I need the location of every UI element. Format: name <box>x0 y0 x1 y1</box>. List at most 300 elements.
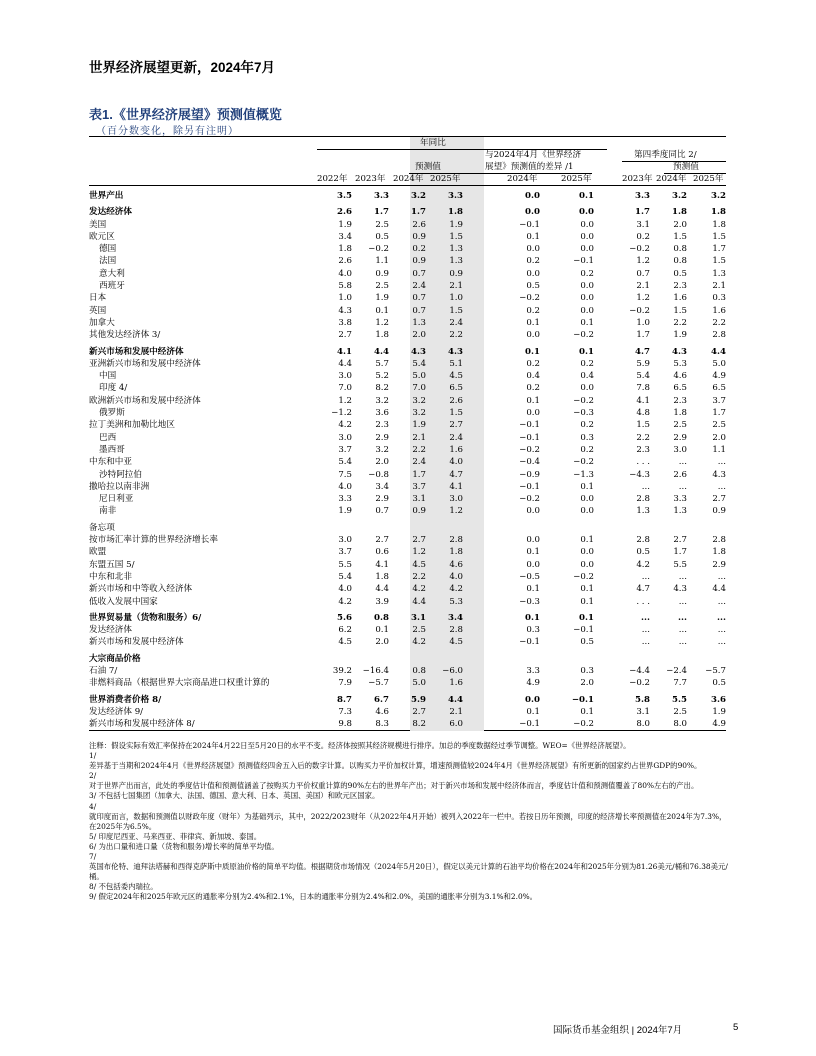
table-row <box>89 305 726 317</box>
row-value: ... <box>678 637 687 648</box>
row-value: 1.2 <box>449 506 463 517</box>
row-value: 4.2 <box>338 596 352 607</box>
row-value: 4.4 <box>374 346 389 357</box>
row-value: −0.1 <box>571 694 594 705</box>
row-value: 0.3 <box>580 432 594 443</box>
row-label: 拉丁美洲和加勒比地区 <box>89 420 175 431</box>
row-label: 欧元区 <box>89 231 115 242</box>
row-value: ... <box>717 637 726 648</box>
row-value: −0.1 <box>519 219 540 230</box>
row-value: 3.2 <box>375 444 389 455</box>
row-label: 大宗商品价格 <box>89 653 141 664</box>
row-value: 5.0 <box>412 371 426 382</box>
row-value: −0.2 <box>629 305 650 316</box>
row-label: 其他发达经济体 3/ <box>89 330 161 341</box>
row-value: 3.7 <box>412 481 426 492</box>
table-row <box>89 571 726 583</box>
table-row <box>89 505 726 517</box>
row-value: 2.9 <box>712 559 726 570</box>
row-value: 0.2 <box>412 244 426 255</box>
table-row <box>89 292 726 304</box>
row-value: 0.1 <box>580 584 594 595</box>
row-value: 0.0 <box>580 559 594 570</box>
row-value: 0.1 <box>375 305 389 316</box>
row-value: 6.7 <box>374 694 389 705</box>
row-value: 1.0 <box>449 293 463 304</box>
row-value: ... <box>641 637 650 648</box>
row-label: 发达经济体 <box>89 625 132 636</box>
row-value: 4.6 <box>673 371 687 382</box>
row-value: 0.7 <box>412 268 426 279</box>
forecast-table <box>89 136 726 731</box>
row-value: 0.5 <box>636 547 650 558</box>
row-value: 0.3 <box>712 293 726 304</box>
row-value: 2.7 <box>412 535 426 546</box>
row-value: 0.0 <box>526 244 540 255</box>
row-value: 5.8 <box>338 281 352 292</box>
row-value: 2.5 <box>375 281 389 292</box>
row-value: ... <box>717 481 726 492</box>
row-value: −0.1 <box>573 625 594 636</box>
row-label: 新兴市场和发展中经济体 8/ <box>89 719 195 730</box>
row-value: 2.2 <box>673 317 687 328</box>
row-value: 2.3 <box>673 281 687 292</box>
table-row <box>89 718 726 730</box>
row-value: 1.7 <box>636 330 650 341</box>
row-value: −0.2 <box>519 293 540 304</box>
row-value: ... <box>678 481 687 492</box>
row-label: 亚洲新兴市场和发展中经济体 <box>89 358 201 369</box>
row-value: 1.9 <box>375 293 389 304</box>
row-value: 4.6 <box>375 706 389 717</box>
table-row <box>89 206 726 218</box>
row-value: 3.1 <box>636 706 650 717</box>
row-label: 南非 <box>99 506 117 517</box>
row-value: 0.7 <box>412 293 426 304</box>
row-value: 5.4 <box>338 457 352 468</box>
row-value: 1.7 <box>411 207 426 218</box>
table-row <box>89 694 726 706</box>
row-value: ... <box>641 481 650 492</box>
table-row <box>89 469 726 481</box>
row-value: 3.2 <box>672 191 687 201</box>
row-value: 7.8 <box>636 383 650 394</box>
row-value: 5.1 <box>449 358 463 369</box>
row-value: −0.8 <box>368 469 389 480</box>
row-value: 2.0 <box>375 637 389 648</box>
row-value: −0.2 <box>573 395 594 406</box>
q4-year-2023: 2023年 <box>622 174 653 184</box>
row-value: 2.7 <box>712 494 726 505</box>
row-value: 0.2 <box>526 305 540 316</box>
table-row <box>89 280 726 292</box>
row-value: 3.2 <box>412 395 426 406</box>
row-label: 世界贸易量（货物和服务）6/ <box>89 612 202 623</box>
header-diff-line2: 展望》预测值的差异 /1 <box>485 162 574 172</box>
row-value: 4.2 <box>412 637 426 648</box>
row-value: 0.1 <box>526 317 540 328</box>
row-value: 3.4 <box>375 481 389 492</box>
row-value: 1.5 <box>449 305 463 316</box>
row-value: 4.3 <box>411 346 426 357</box>
row-value: 3.0 <box>338 432 352 443</box>
table-row <box>89 456 726 468</box>
row-value: 0.5 <box>526 281 540 292</box>
row-value: 0.0 <box>526 535 540 546</box>
row-value: 0.1 <box>526 706 540 717</box>
row-value: −4.3 <box>629 469 650 480</box>
row-value: 4.4 <box>412 596 426 607</box>
row-value: −0.2 <box>519 444 540 455</box>
row-value: 1.2 <box>375 317 389 328</box>
row-value: 5.4 <box>338 571 352 582</box>
row-value: 2.6 <box>449 395 463 406</box>
row-value: −0.9 <box>519 469 540 480</box>
row-value: 4.4 <box>448 694 463 705</box>
row-value: 2.0 <box>412 330 426 341</box>
row-value: 7.7 <box>673 678 687 689</box>
row-value: 1.3 <box>412 317 426 328</box>
row-value: 1.7 <box>673 547 687 558</box>
row-label: 法国 <box>99 256 117 267</box>
row-value: 1.8 <box>673 408 687 419</box>
row-value: 8.2 <box>375 383 389 394</box>
row-value: 1.7 <box>412 469 426 480</box>
row-value: 0.0 <box>580 547 594 558</box>
row-value: 3.5 <box>337 191 352 201</box>
row-value: 1.8 <box>672 207 687 218</box>
note-line: 6/ 为出口量和进口量（货物和服务)增长率的简单平均值。 <box>89 841 279 851</box>
row-value: 7.0 <box>338 383 352 394</box>
row-value: 7.0 <box>412 383 426 394</box>
row-value: ... <box>717 612 726 623</box>
row-value: 0.8 <box>673 256 687 267</box>
table-row <box>89 522 726 534</box>
row-value: ... <box>717 457 726 468</box>
row-value: 3.6 <box>711 694 726 705</box>
table-row <box>89 370 726 382</box>
row-value: 2.7 <box>449 420 463 431</box>
row-label: 新兴市场和发展中经济体 <box>89 346 184 357</box>
row-value: 0.0 <box>579 207 594 218</box>
row-value: −1.2 <box>331 408 352 419</box>
row-value: −2.4 <box>666 665 687 676</box>
table-row <box>89 636 726 648</box>
row-value: 1.8 <box>375 330 389 341</box>
row-value: 4.5 <box>338 637 352 648</box>
note-line: 7/ <box>89 852 97 862</box>
row-value: 3.3 <box>448 191 463 201</box>
row-value: 1.3 <box>449 256 463 267</box>
row-value: 2.1 <box>712 281 726 292</box>
row-value: 3.4 <box>338 231 352 242</box>
row-value: 2.3 <box>375 420 389 431</box>
header-forecast: 预测值 <box>415 162 441 172</box>
row-value: 8.2 <box>412 719 426 730</box>
row-value: 0.1 <box>579 346 594 357</box>
row-value: 2.0 <box>580 678 594 689</box>
table-row <box>89 407 726 419</box>
row-value: 0.1 <box>580 596 594 607</box>
row-value: 4.3 <box>672 346 687 357</box>
row-value: 5.5 <box>338 559 352 570</box>
row-value: 2.4 <box>412 457 426 468</box>
row-value: 1.8 <box>448 207 463 218</box>
row-value: 1.8 <box>375 571 389 582</box>
table-row <box>89 395 726 407</box>
row-value: 5.3 <box>673 358 687 369</box>
row-value: 5.3 <box>449 596 463 607</box>
row-value: −0.2 <box>629 678 650 689</box>
row-label: 英国 <box>89 305 107 316</box>
row-value: ... <box>717 571 726 582</box>
row-value: 0.0 <box>526 268 540 279</box>
row-value: 1.9 <box>712 706 726 717</box>
row-value: 5.0 <box>412 678 426 689</box>
row-value: 2.5 <box>673 706 687 717</box>
row-value: 0.2 <box>526 383 540 394</box>
row-value: 1.2 <box>338 395 352 406</box>
row-value: 3.3 <box>374 191 389 201</box>
header-q4: 第四季度同比 2/ <box>634 150 697 160</box>
row-label: 新兴市场和中等收入经济体 <box>89 584 193 595</box>
row-label: 俄罗斯 <box>99 408 125 419</box>
row-value: 4.9 <box>712 371 726 382</box>
row-value: 1.9 <box>449 219 463 230</box>
row-value: 2.8 <box>712 330 726 341</box>
row-value: 4.5 <box>449 371 463 382</box>
row-value: 4.0 <box>449 571 463 582</box>
row-label: 东盟五国 5/ <box>89 559 135 570</box>
row-value: 3.8 <box>338 317 352 328</box>
row-value: 4.1 <box>375 559 389 570</box>
row-value: 1.9 <box>338 506 352 517</box>
note-line: 英国布伦特、迪拜法塔赫和西得克萨斯中质原油价格的简单平均值。根据期货市场情况（2024年5月20日），假定以美元计算的石油平均价格在2024年和2025年分别为81.26美元/桶和76.38美元/桶。 <box>89 862 728 882</box>
row-value: 2.1 <box>636 281 650 292</box>
row-value: 0.0 <box>580 293 594 304</box>
row-value: 3.0 <box>673 444 687 455</box>
row-value: ... <box>717 596 726 607</box>
row-value: 4.3 <box>712 469 726 480</box>
row-value: 4.2 <box>636 559 650 570</box>
row-value: 0.1 <box>526 231 540 242</box>
row-value: 8.0 <box>636 719 650 730</box>
row-label: 印度 4/ <box>99 383 128 394</box>
row-label: 发达经济体 9/ <box>89 706 144 717</box>
row-value: 2.6 <box>337 207 352 218</box>
table-row <box>89 317 726 329</box>
table-row <box>89 268 726 280</box>
row-value: ... <box>641 625 650 636</box>
row-value: 4.1 <box>449 481 463 492</box>
row-value: 5.4 <box>636 371 650 382</box>
row-value: 2.2 <box>412 444 426 455</box>
row-label: 非燃料商品（根据世界大宗商品进口权重计算的 <box>89 678 270 689</box>
row-value: 4.9 <box>526 678 540 689</box>
table-row <box>89 419 726 431</box>
row-value: 1.5 <box>712 231 726 242</box>
table-row <box>89 583 726 595</box>
row-value: 2.6 <box>412 219 426 230</box>
row-value: 2.9 <box>375 432 389 443</box>
table-row <box>89 706 726 718</box>
row-value: −0.3 <box>519 596 540 607</box>
row-value: −0.2 <box>573 719 594 730</box>
row-value: −5.7 <box>705 665 726 676</box>
table-bottom-rule <box>89 730 726 731</box>
header-diff-line1: 与2024年4月《世界经济 <box>485 150 582 160</box>
row-label: 西班牙 <box>99 281 125 292</box>
note-line: 就印度而言，数据和预测值以财政年度（财年）为基础列示，其中，2022/2023财年（从2022年4月开始）被列入2022年一栏中。若按日历年预测，印度的经济增长率预测值在2024年为7.3%，在2025年为6.5%。 <box>89 811 727 831</box>
row-value: 1.3 <box>449 244 463 255</box>
row-value: 5.9 <box>636 358 650 369</box>
row-value: ... <box>678 625 687 636</box>
table-row <box>89 243 726 255</box>
row-value: −0.2 <box>573 330 594 341</box>
table-row <box>89 432 726 444</box>
row-value: 5.2 <box>375 371 389 382</box>
row-value: 6.0 <box>449 719 463 730</box>
table-row <box>89 653 726 665</box>
row-value: 0.2 <box>636 231 650 242</box>
row-value: 3.7 <box>338 547 352 558</box>
row-value: 1.9 <box>338 219 352 230</box>
row-value: −0.2 <box>629 244 650 255</box>
row-value: 0.3 <box>580 665 594 676</box>
table-row <box>89 358 726 370</box>
row-value: 4.4 <box>375 584 389 595</box>
row-value: 2.7 <box>375 535 389 546</box>
note-line: 2/ <box>89 771 97 781</box>
page-header: 世界经济展望更新，2024年7月 <box>89 60 276 75</box>
row-value: 1.7 <box>635 207 650 218</box>
row-value: 0.2 <box>580 268 594 279</box>
row-value: 0.1 <box>580 535 594 546</box>
row-value: 0.7 <box>412 305 426 316</box>
row-value: 1.0 <box>636 317 650 328</box>
row-value: 2.2 <box>449 330 463 341</box>
row-value: −0.2 <box>519 494 540 505</box>
row-value: −0.2 <box>368 244 389 255</box>
row-value: 1.1 <box>712 444 726 455</box>
row-value: −0.1 <box>519 420 540 431</box>
table-notes <box>89 741 731 903</box>
table-row <box>89 677 726 689</box>
table-row <box>89 546 726 558</box>
row-label: 日本 <box>89 293 107 304</box>
row-value: 8.7 <box>337 694 352 705</box>
row-value: 4.4 <box>338 358 352 369</box>
row-value: 0.1 <box>525 346 540 357</box>
row-value: 0.1 <box>526 547 540 558</box>
row-value: 0.8 <box>412 665 426 676</box>
row-label: 中国 <box>99 371 117 382</box>
row-value: 5.0 <box>712 358 726 369</box>
row-value: −0.1 <box>519 719 540 730</box>
row-value: 0.1 <box>579 191 594 201</box>
row-value: 0.1 <box>526 395 540 406</box>
row-value: 0.0 <box>580 506 594 517</box>
row-label: 尼日利亚 <box>99 494 134 505</box>
row-value: 4.1 <box>337 346 352 357</box>
row-value: −0.1 <box>573 256 594 267</box>
row-value: −0.2 <box>573 457 594 468</box>
row-value: 7.3 <box>338 706 352 717</box>
row-value: 5.4 <box>412 358 426 369</box>
row-value: 1.7 <box>712 408 726 419</box>
row-value: 4.3 <box>338 305 352 316</box>
row-value: −1.3 <box>573 469 594 480</box>
table-body <box>89 186 726 730</box>
row-value: 5.5 <box>673 559 687 570</box>
row-value: 0.7 <box>375 506 389 517</box>
row-value: 2.1 <box>449 706 463 717</box>
row-value: 1.7 <box>712 244 726 255</box>
table-row <box>89 346 726 358</box>
row-value: 2.5 <box>375 219 389 230</box>
row-value: 4.7 <box>635 346 650 357</box>
row-value: . . . <box>636 457 650 468</box>
row-value: 2.0 <box>712 432 726 443</box>
table-row <box>89 444 726 456</box>
row-value: 1.3 <box>636 506 650 517</box>
row-value: 4.7 <box>449 469 463 480</box>
table-row <box>89 255 726 267</box>
row-value: 2.8 <box>636 535 650 546</box>
row-value: 4.0 <box>338 584 352 595</box>
row-value: 1.5 <box>449 231 463 242</box>
note-line: 5/ 印度尼西亚、马来西亚、菲律宾、新加坡、泰国。 <box>89 831 262 841</box>
row-value: 0.1 <box>375 625 389 636</box>
row-value: 0.7 <box>636 268 650 279</box>
row-value: 0.9 <box>412 231 426 242</box>
row-value: 1.2 <box>412 547 426 558</box>
row-value: 0.5 <box>712 678 726 689</box>
row-value: 4.4 <box>711 346 726 357</box>
row-value: 2.8 <box>449 535 463 546</box>
row-value: 0.9 <box>449 268 463 279</box>
row-value: 39.2 <box>332 665 352 676</box>
row-value: 1.7 <box>374 207 389 218</box>
row-value: 3.1 <box>636 219 650 230</box>
row-value: 3.1 <box>412 494 426 505</box>
row-value: 3.0 <box>338 371 352 382</box>
row-value: 4.5 <box>449 637 463 648</box>
row-value: 5.9 <box>411 694 426 705</box>
page-footer <box>553 1022 739 1036</box>
row-label: 加拿大 <box>89 317 115 328</box>
row-value: −16.4 <box>362 665 389 676</box>
row-value: 1.3 <box>673 506 687 517</box>
row-value: 0.0 <box>580 231 594 242</box>
row-value: 1.2 <box>636 293 650 304</box>
row-value: 1.8 <box>449 547 463 558</box>
row-label: 沙特阿拉伯 <box>99 469 142 480</box>
row-value: 0.2 <box>526 256 540 267</box>
diff-year-2024: 2024年 <box>507 174 538 184</box>
row-label: 新兴市场和发展中经济体 <box>89 637 184 648</box>
row-value: 4.0 <box>449 457 463 468</box>
row-value: 4.0 <box>338 268 352 279</box>
row-value: 2.2 <box>636 432 650 443</box>
row-label: 备忘项 <box>89 522 115 533</box>
table-row <box>89 190 726 202</box>
table-subtitle: （百分数变化，除另有注明） <box>96 126 239 137</box>
note-line: 9/ 假定2024年和2025年欧元区的通胀率分别为2.4%和2.1%，日本的通胀率分别为2.4%和2.0%，美国的通胀率分别为3.1%和2.0%。 <box>89 892 538 902</box>
row-value: 2.8 <box>449 625 463 636</box>
row-value: 0.2 <box>580 358 594 369</box>
row-value: ... <box>678 571 687 582</box>
